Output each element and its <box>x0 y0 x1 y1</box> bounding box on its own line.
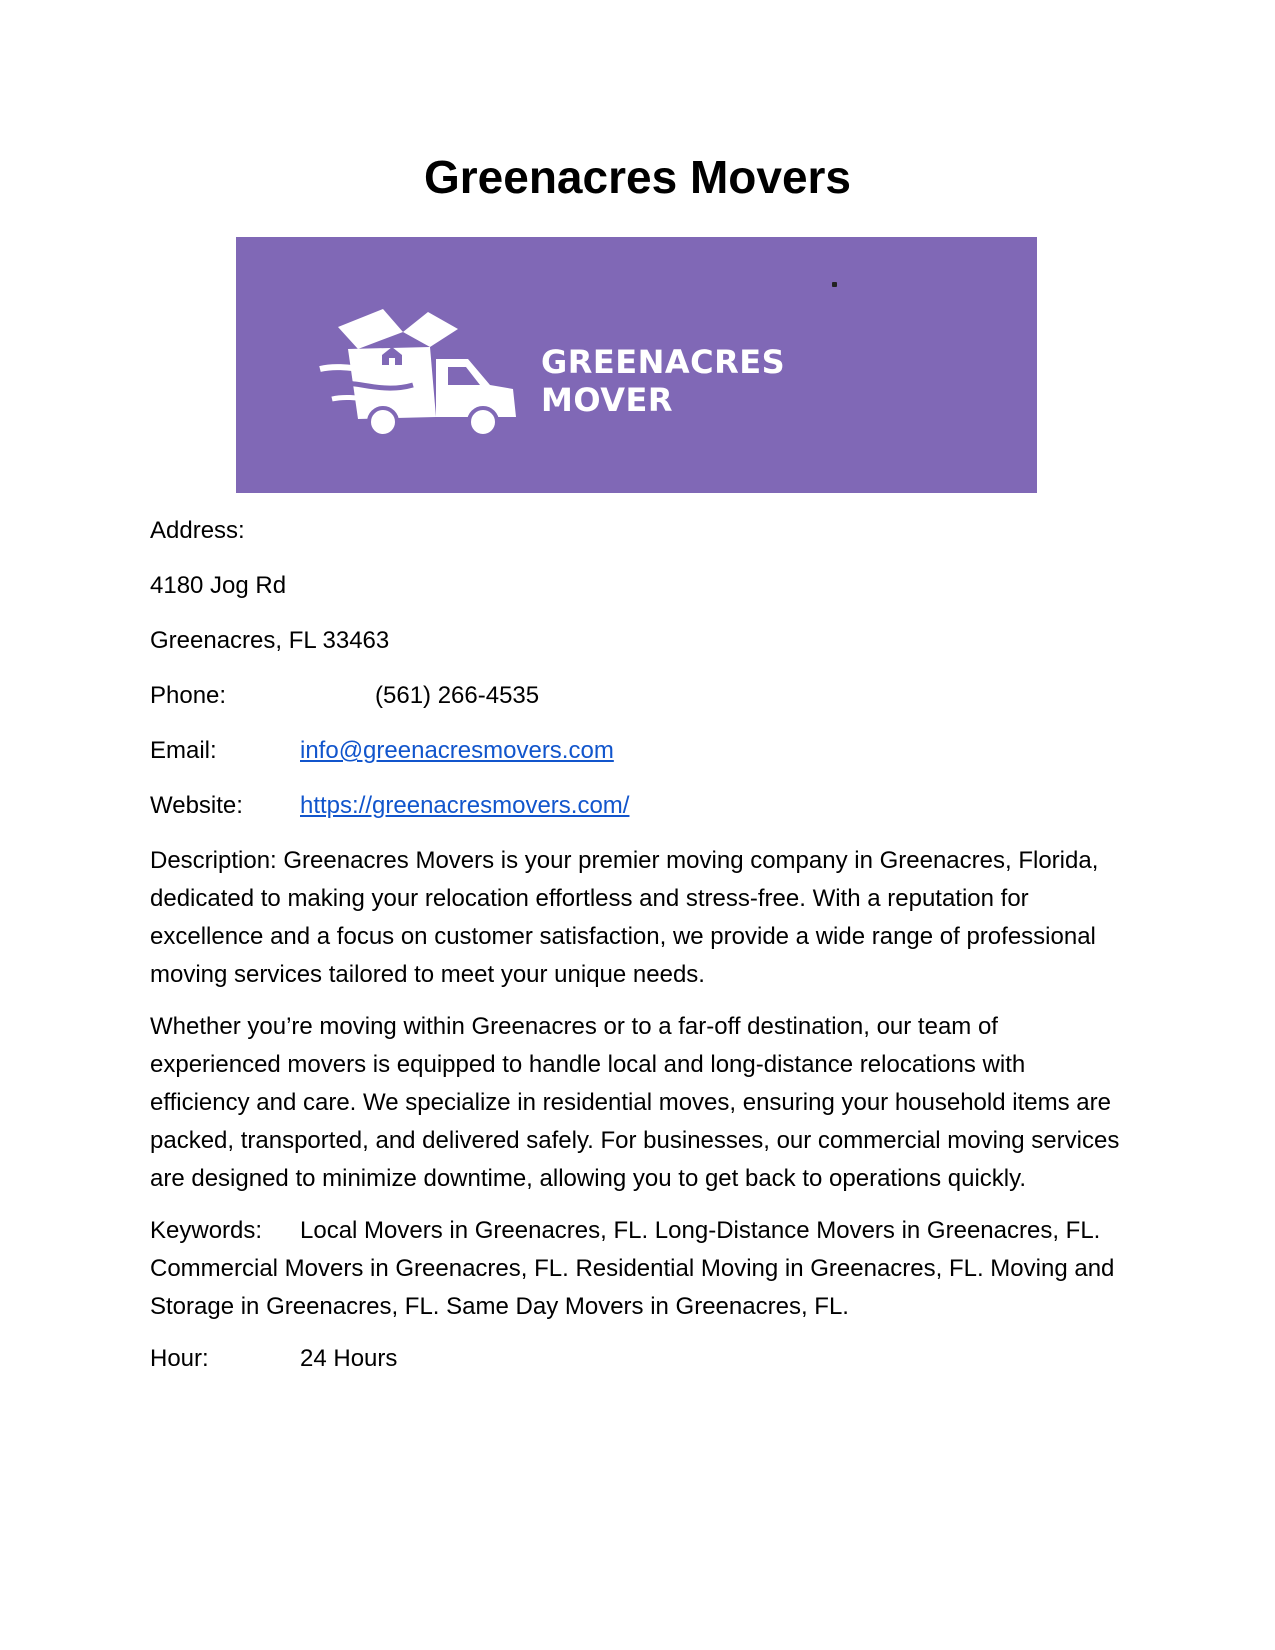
keywords-text: Local Movers in Greenacres, FL. Long-Distance Movers in Greenacres, FL. Commercial Movers in Greenacres, FL. Residential Moving in Greenacres, FL. Moving and Storage in Greenacres, FL. Same Day Movers in Greenacres, FL. <box>150 1217 1115 1320</box>
email-link[interactable]: info@greenacresmovers.com <box>300 737 614 764</box>
keywords-paragraph <box>150 1212 1130 1326</box>
hours-value: 24 Hours <box>300 1345 398 1372</box>
address-label: Address: <box>150 517 245 544</box>
logo-wordmark <box>541 343 785 419</box>
decorative-dot <box>832 282 837 287</box>
address-line1: 4180 Jog Rd <box>150 572 287 599</box>
address-label-row <box>150 512 1130 550</box>
website-link[interactable]: https://greenacresmovers.com/ <box>300 792 630 819</box>
address-line2: Greenacres, FL 33463 <box>150 627 390 654</box>
logo-line1: GREENACRES <box>541 343 786 381</box>
description-paragraph <box>150 842 1130 994</box>
description-text: Greenacres Movers is your premier moving company in Greenacres, Florida, dedicated to making your relocation effortless and stress-free. With a reputation for excellence and a focus on customer satisfaction, we provide a wide range of professional moving services tailored to meet your unique needs. <box>150 847 1099 988</box>
logo-banner <box>236 237 1037 493</box>
website-label: Website: <box>150 792 243 819</box>
email-label: Email: <box>150 737 217 764</box>
hours-label: Hour: <box>150 1345 209 1372</box>
moving-truck-icon <box>318 307 528 437</box>
description-paragraph-2: Whether you’re moving within Greenacres or to a far-off destination, our team of experienced movers is equipped to handle local and long-distance relocations with efficiency and care. We specialize in residential moves, ensuring your household items are packed, transported, and delivered safely. For businesses, our commercial moving services are designed to minimize downtime, allowing you to get back to operations quickly. <box>150 1013 1120 1192</box>
logo-line2: MOVER <box>541 381 673 419</box>
website-row <box>150 787 1130 825</box>
email-row <box>150 732 1130 770</box>
phone-value: (561) 266-4535 <box>375 682 540 709</box>
hours-row <box>150 1340 1130 1378</box>
description-label: Description: <box>150 847 277 874</box>
phone-row <box>150 677 1130 715</box>
keywords-label: Keywords: <box>150 1217 263 1244</box>
phone-label: Phone: <box>150 682 227 709</box>
business-details <box>150 512 1130 1395</box>
page-title: Greenacres Movers <box>423 151 852 203</box>
